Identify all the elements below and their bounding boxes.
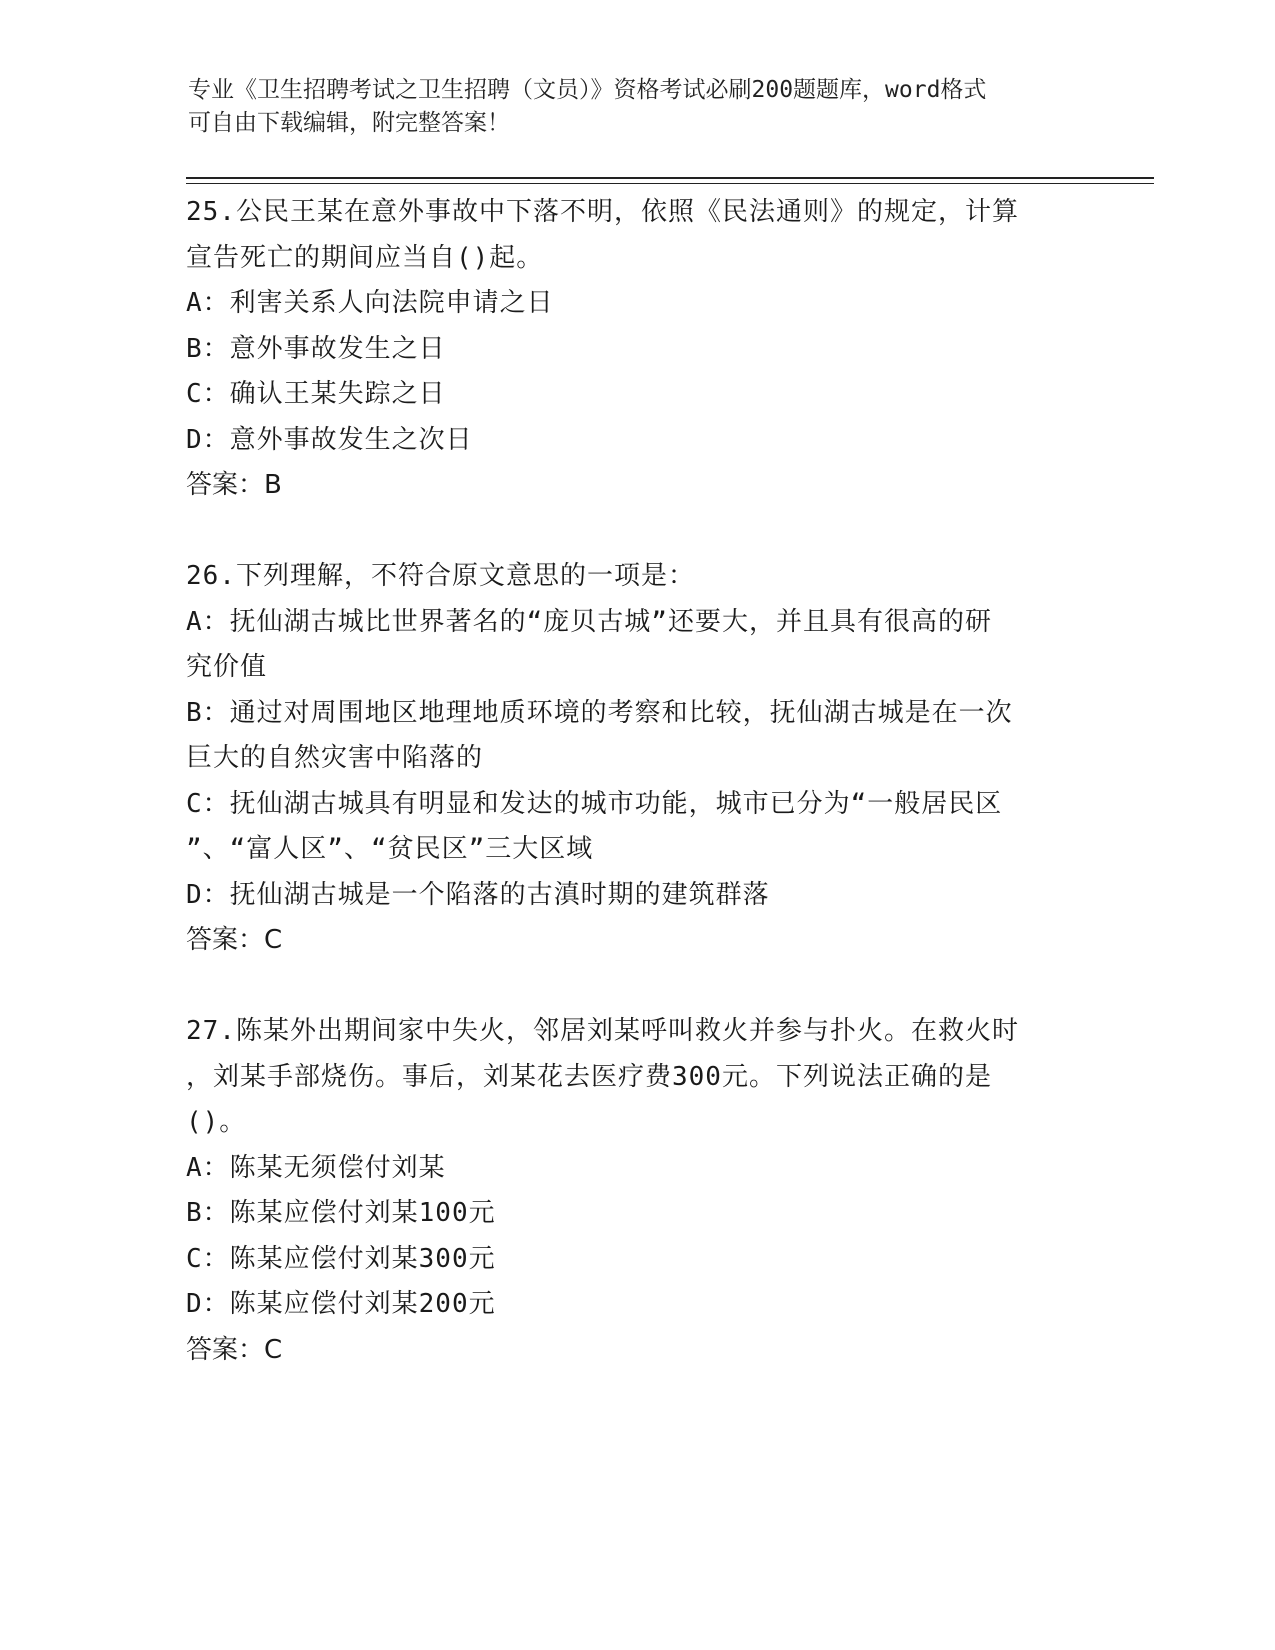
option-c: C：抚仙湖古城具有明显和发达的城市功能，城市已分为“一般居民区 <box>186 788 1003 819</box>
option-a: A：利害关系人向法院申请之日 <box>186 288 554 318</box>
option-a-continued: 究价值 <box>186 652 268 682</box>
question-spacer <box>186 509 1086 555</box>
option-c: C：确认王某失踪之日 <box>186 379 446 409</box>
question-text-line: 27.陈某外出期间家中失火，邻居刘某呼叫救火并参与扑火。在救火时 <box>186 1016 1019 1046</box>
option-b: B：通过对周围地区地理地质环境的考察和比较，抚仙湖古城是在一次 <box>186 697 1013 728</box>
option-b-continued: 巨大的自然灾害中陷落的 <box>186 743 484 773</box>
header-divider-thick <box>186 177 1154 179</box>
question-spacer <box>186 964 1086 1010</box>
question-text-line: ()。 <box>186 1107 247 1137</box>
option-d: D：抚仙湖古城是一个陷落的古滇时期的建筑群落 <box>186 879 770 910</box>
question-list <box>186 190 1086 1373</box>
answer-line: 答案：C <box>186 1334 283 1365</box>
option-a: A：陈某无须偿付刘某 <box>186 1152 446 1183</box>
question-text-line: ，刘某手部烧伤。事后，刘某花去医疗费300元。下列说法正确的是 <box>186 1061 992 1092</box>
option-b: B：陈某应偿付刘某100元 <box>186 1198 496 1228</box>
question-text-line: 25.公民王某在意外事故中下落不明，依照《民法通则》的规定，计算 <box>186 197 1019 227</box>
option-d: D：意外事故发生之次日 <box>186 424 473 455</box>
option-c: C：陈某应偿付刘某300元 <box>186 1243 496 1274</box>
answer-line: 答案：B <box>186 470 282 500</box>
option-b: B：意外事故发生之日 <box>186 333 446 364</box>
header-line: 专业《卫生招聘考试之卫生招聘（文员）》资格考试必刷200题题库，word格式 <box>188 77 987 103</box>
option-d: D：陈某应偿付刘某200元 <box>186 1289 496 1319</box>
question-text-line: 宣告死亡的期间应当自()起。 <box>186 242 544 273</box>
question-block <box>186 554 1086 964</box>
question-text-line: 26.下列理解，不符合原文意思的一项是： <box>186 561 695 591</box>
document-header <box>188 74 1068 140</box>
question-block <box>186 190 1086 509</box>
question-block <box>186 1009 1086 1373</box>
option-a: A：抚仙湖古城比世界著名的“庞贝古城”还要大，并且具有很高的研 <box>186 606 992 637</box>
header-line: 可自由下载编辑，附完整答案！ <box>188 110 510 136</box>
option-c-continued: ”、“富人区”、“贫民区”三大区域 <box>186 834 594 864</box>
header-divider-thin <box>186 183 1154 184</box>
answer-line: 答案：C <box>186 925 283 955</box>
